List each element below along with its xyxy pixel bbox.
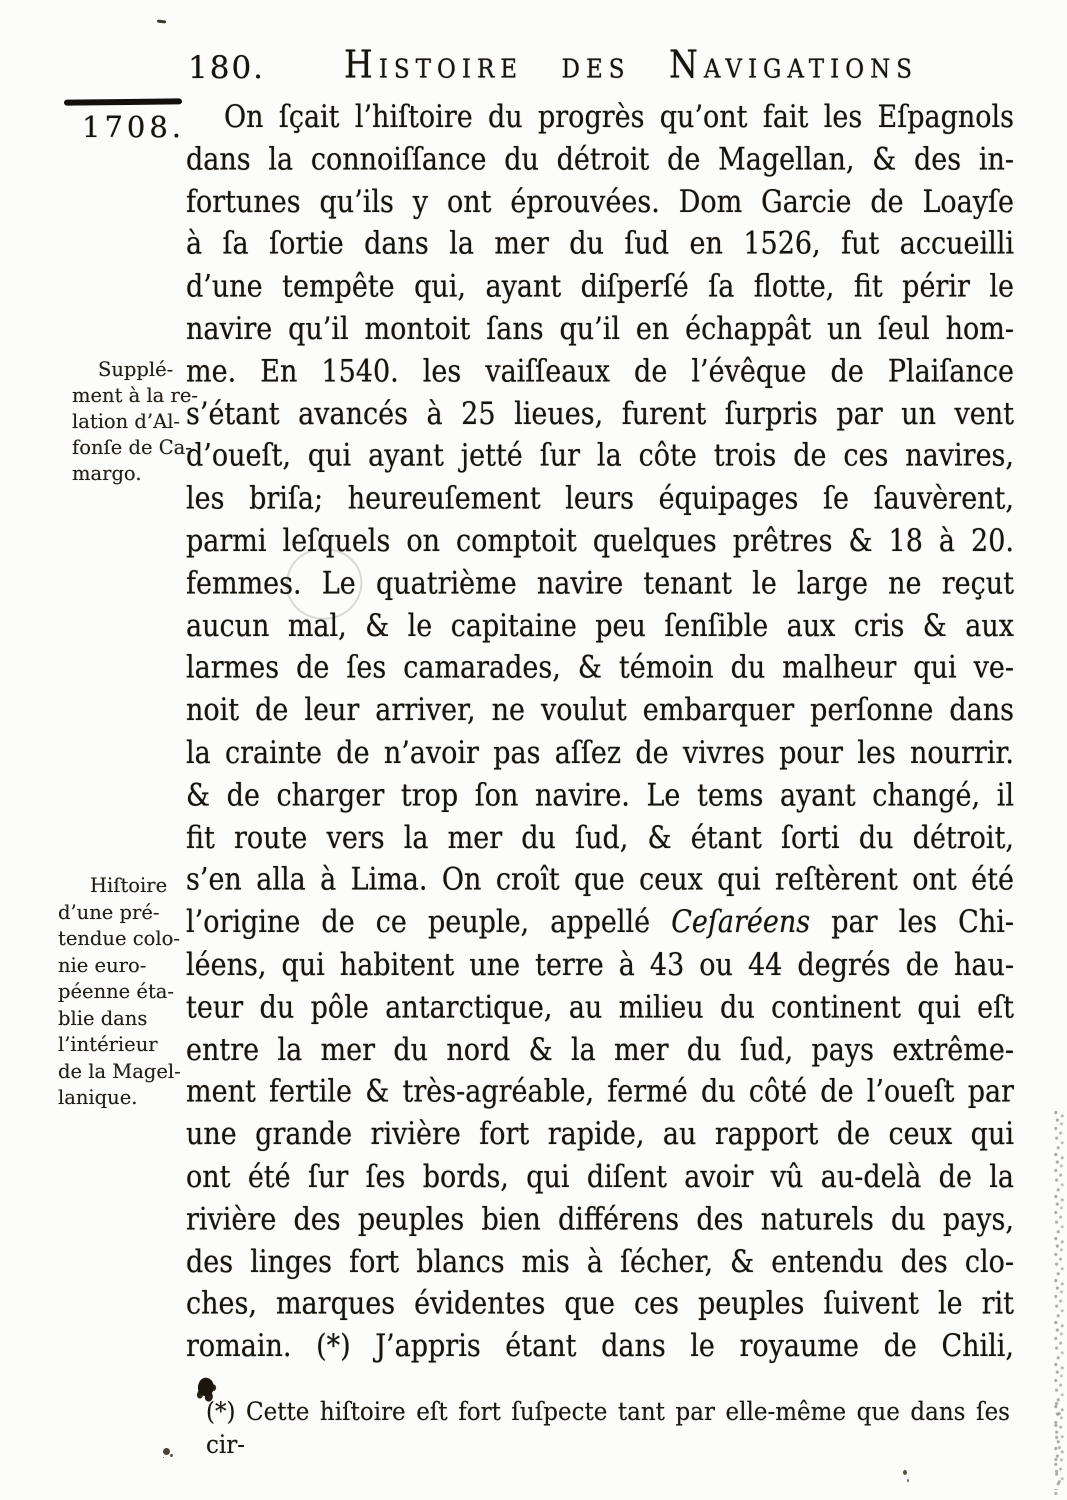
margin-note-line: Hiſtoire: [90, 874, 168, 897]
margin-year: 1708.: [82, 110, 186, 144]
text-line: la crainte de n’avoir pas aſſez de vivres pour les nourrir.: [186, 735, 1014, 771]
text-segment: par les Chi-: [810, 904, 1014, 941]
margin-note-line: l’intérieur: [58, 1033, 158, 1056]
text-line: larmes de ſes camarades, & témoin du malheur qui ve-: [186, 650, 1014, 687]
text-line: fortunes qu’ils y ont éprouvées. Dom Garcie de Loayſe: [186, 184, 1014, 220]
text-line: On ſçait l’hiſtoire du progrès qu’ont fait les Eſpagnols: [224, 99, 1014, 136]
text-line: me. En 1540. les vaiſſeaux de l’évêque de Plaiſance: [186, 353, 1014, 390]
margin-note-line: péenne éta-: [58, 980, 175, 1003]
text-line: une grande rivière fort rapide, au rapport de ceux qui: [186, 1116, 1014, 1153]
text-line: parmi leſquels on comptoit quelques prêtres & 18 à 20.: [186, 523, 1014, 559]
text-line: femmes. Le quatrième navire tenant le large ne reçut: [186, 565, 1014, 602]
margin-note-line: tendue colo-: [58, 927, 180, 950]
margin-note-line: margo.: [72, 462, 142, 485]
margin-note-line: de la Magel-: [58, 1059, 181, 1083]
text-line: d’une tempête qui, ayant diſperſé ſa flotte, fit périr le: [186, 268, 1014, 305]
margin-note-line: lation d’Al-: [72, 410, 181, 433]
page-number: 180.: [188, 50, 266, 86]
text-line: à ſa ſortie dans la mer du ſud en 1526, fut accueilli: [186, 226, 1014, 263]
text-line: léens, qui habitent une terre à 43 ou 44 degrés de hau-: [186, 947, 1014, 983]
margin-note-line: ment à la re-: [72, 384, 198, 407]
running-title: Histoire des Navigations: [344, 42, 918, 87]
text-line: ches, marques évidentes que ces peuples ſuivent le rit: [186, 1286, 1014, 1322]
text-line: ont été ſur ſes bords, qui diſent avoir vû au-delà de la: [186, 1159, 1014, 1195]
paper-speck: [157, 19, 166, 23]
margin-note-line: lanique.: [58, 1086, 138, 1109]
margin-note-line: blie dans: [58, 1006, 148, 1030]
text-line: d’oueſt, qui ayant jetté ſur la côte trois de ces navires,: [186, 438, 1014, 475]
margin-note-line: fonſe de Ca-: [72, 436, 192, 459]
text-line-with-italic: [186, 902, 1014, 944]
footnote: (*) Cette hiſtoire eſt fort ſuſpecte tant par elle-même que dans ſes cir-: [206, 1398, 1010, 1460]
text-line: des linges fort blancs mis à ſécher, & entendu des clo-: [186, 1243, 1014, 1280]
margin-note-line: nie euro-: [58, 953, 147, 977]
text-line: dans la connoiſſance du détroit de Magellan, & des in-: [186, 141, 1014, 178]
scan-edge-noise: [1051, 1400, 1065, 1500]
text-line: entre la mer du nord & la mer du ſud, pays extrême-: [186, 1031, 1014, 1068]
italic-term-cesareens: Ceſaréens: [671, 904, 811, 941]
text-line: les briſa; heureuſement leurs équipages ſe ſauvèrent,: [186, 480, 1014, 517]
ink-blot: [195, 1376, 216, 1398]
margin-note-line: Supplé-: [98, 358, 174, 381]
text-line: romain. (*) J’appris étant dans le royaume de Chili,: [186, 1328, 1014, 1365]
margin-year-rule: [64, 98, 182, 105]
paper-speck: [163, 1448, 170, 1455]
margin-note-camargo: [72, 357, 198, 487]
text-line: rivière des peuples bien différens des naturels du pays,: [186, 1201, 1014, 1238]
margin-note-colonie: [58, 873, 188, 1112]
paper-speck: [903, 1470, 907, 1475]
text-line: s’étant avancés à 25 lieues, furent ſurpris par un vent: [186, 396, 1014, 432]
text-line: ment fertile & très-agréable, fermé du côté de l’oueſt par: [186, 1074, 1014, 1110]
text-line: noit de leur arriver, ne voulut embarquer perſonne dans: [186, 692, 1014, 729]
margin-note-line: d’une pré-: [58, 900, 160, 924]
text-line: fit route vers la mer du ſud, & étant ſorti du détroit,: [186, 819, 1014, 856]
text-line: s’en alla à Lima. On croît que ceux qui reſtèrent ont été: [186, 862, 1014, 899]
text-segment: l’origine de ce peuple, appellé: [186, 904, 672, 941]
body-text: [186, 97, 1014, 1369]
text-line: aucun mal, & le capitaine peu ſenſible aux cris & aux: [186, 607, 1014, 644]
text-line: navire qu’il montoit ſans qu’il en échappât un ſeul hom-: [186, 311, 1014, 347]
text-line: teur du pôle antarctique, au milieu du continent qui eſt: [186, 989, 1014, 1026]
text-line: & de charger trop ſon navire. Le tems ayant changé, il: [186, 777, 1014, 814]
